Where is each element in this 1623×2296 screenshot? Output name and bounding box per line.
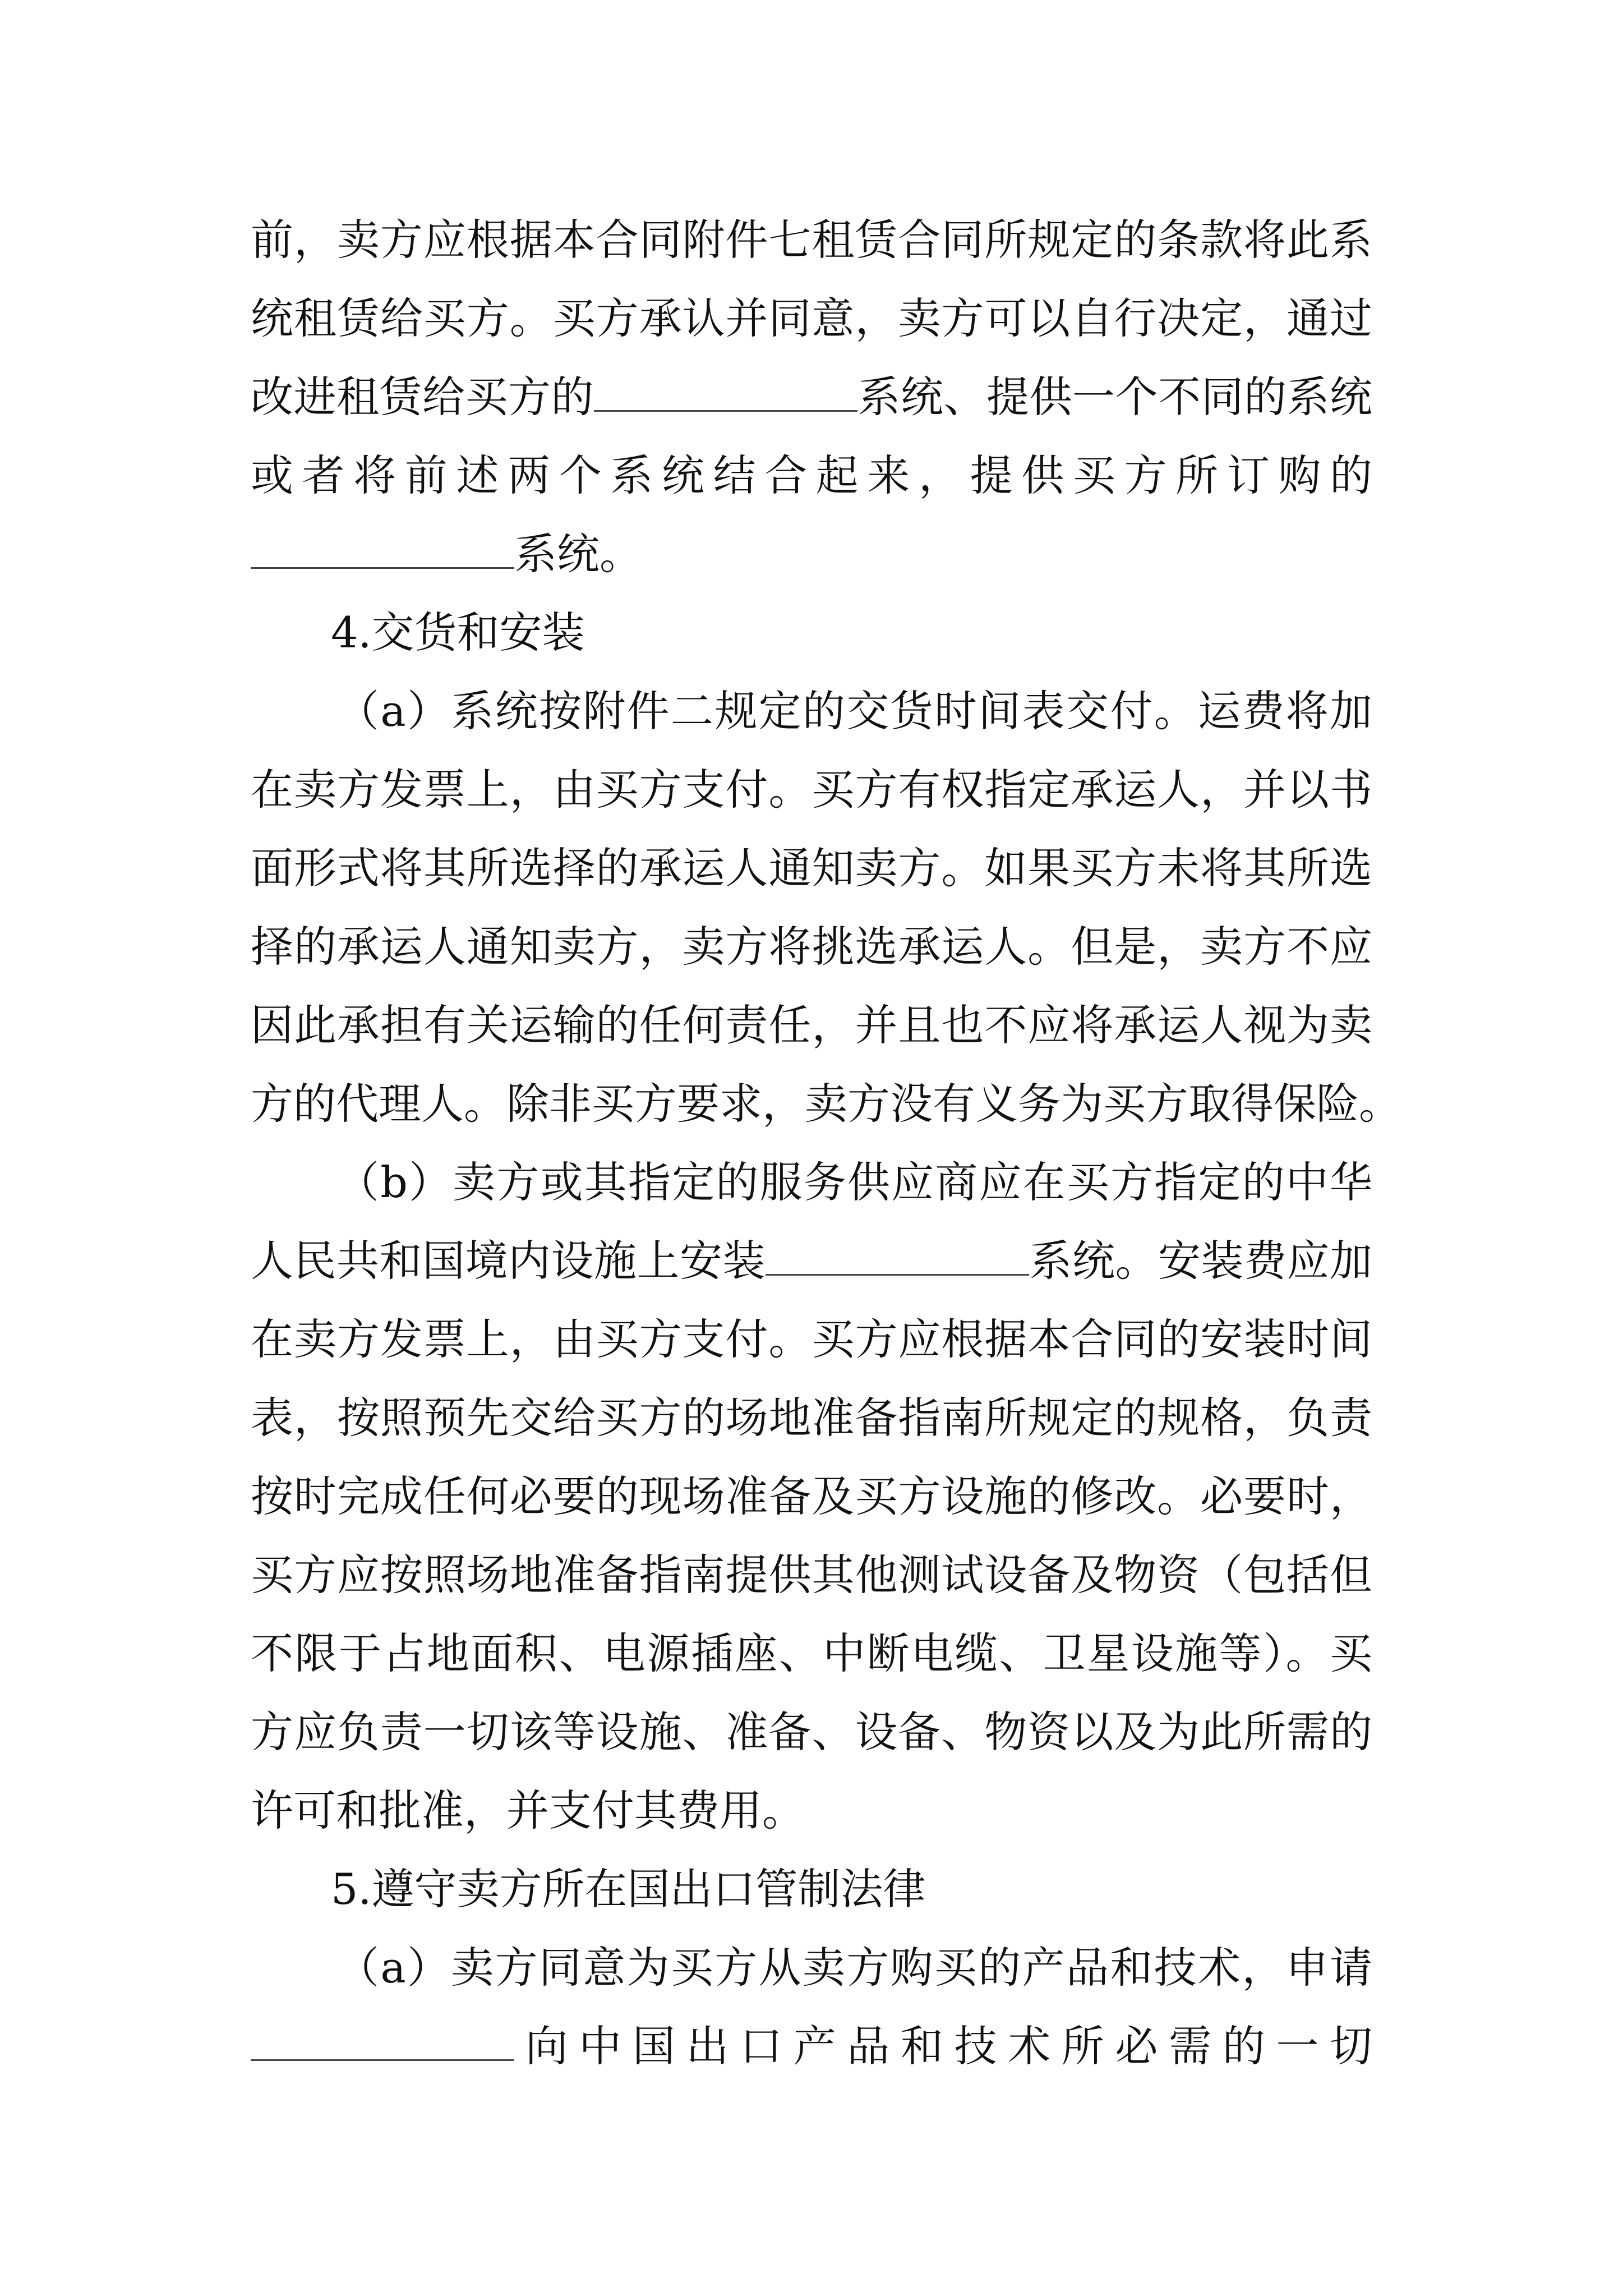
fill-in-blank bbox=[766, 1235, 1029, 1276]
text-segment: 系统。 bbox=[514, 529, 642, 579]
text-line: 方应负责一切该等设施、准备、设备、物资以及为此所需的 bbox=[251, 1707, 1372, 1757]
text-line: 表，按照预先交给买方的场地准备指南所规定的规格，负责 bbox=[251, 1393, 1372, 1443]
text-segment: 人民共和国境内设施上安装 bbox=[251, 1236, 766, 1286]
text-line: 或者将前述两个系统结合起来，提供买方所订购的 bbox=[251, 450, 1372, 500]
text-segment: 改进租赁给买方的 bbox=[251, 372, 594, 422]
text-line: 在卖方发票上，由买方支付。买方有权指定承运人，并以书 bbox=[251, 765, 1372, 815]
text-segment: 系统。安装费应加 bbox=[1029, 1236, 1372, 1286]
text-line: 许可和批准，并支付其费用。 bbox=[251, 1786, 805, 1835]
text-line: （a）卖方同意为买方从卖方购买的产品和技术，申请 bbox=[336, 1943, 1372, 1993]
fill-in-blank bbox=[251, 528, 514, 569]
text-line bbox=[251, 521, 1372, 588]
text-line: 因此承担有关运输的任何责任，并且也不应将承运人视为卖 bbox=[251, 1000, 1372, 1050]
text-segment: 向中国出口产品和技术所必需的一切 bbox=[514, 2021, 1372, 2071]
text-line: 统租赁给买方。买方承认并同意，卖方可以自行决定，通过 bbox=[251, 293, 1372, 343]
text-line: 面形式将其所选择的承运人通知卖方。如果买方未将其所选 bbox=[251, 843, 1372, 893]
fill-in-blank bbox=[594, 371, 857, 412]
text-line: 前，卖方应根据本合同附件七租赁合同所规定的条款将此系 bbox=[251, 215, 1372, 265]
text-line: （b）卖方或其指定的服务供应商应在买方指定的中华 bbox=[336, 1157, 1372, 1207]
text-line: 买方应按照场地准备指南提供其他测试设备及物资（包括但 bbox=[251, 1550, 1372, 1600]
text-line: 不限于占地面积、电源插座、中断电缆、卫星设施等）。买 bbox=[251, 1628, 1372, 1678]
text-line: 在卖方发票上，由买方支付。买方应根据本合同的安装时间 bbox=[251, 1314, 1372, 1364]
text-segment: 系统、提供一个不同的系统 bbox=[857, 372, 1372, 422]
text-line: 按时完成任何必要的现场准备及买方设施的修改。必要时， bbox=[251, 1471, 1372, 1521]
section-heading: 5.遵守卖方所在国出口管制法律 bbox=[331, 1864, 926, 1914]
section-heading: 4.交货和安装 bbox=[331, 608, 585, 657]
text-line: （a）系统按附件二规定的交货时间表交付。运费将加 bbox=[336, 686, 1372, 736]
text-line bbox=[251, 364, 1372, 431]
text-line bbox=[251, 1227, 1372, 1295]
text-line: 方的代理人。除非买方要求，卖方没有义务为买方取得保险。 bbox=[251, 1079, 1401, 1129]
fill-in-blank bbox=[251, 2020, 514, 2061]
text-line bbox=[251, 2013, 1372, 2080]
text-line: 择的承运人通知卖方，卖方将挑选承运人。但是，卖方不应 bbox=[251, 922, 1372, 972]
